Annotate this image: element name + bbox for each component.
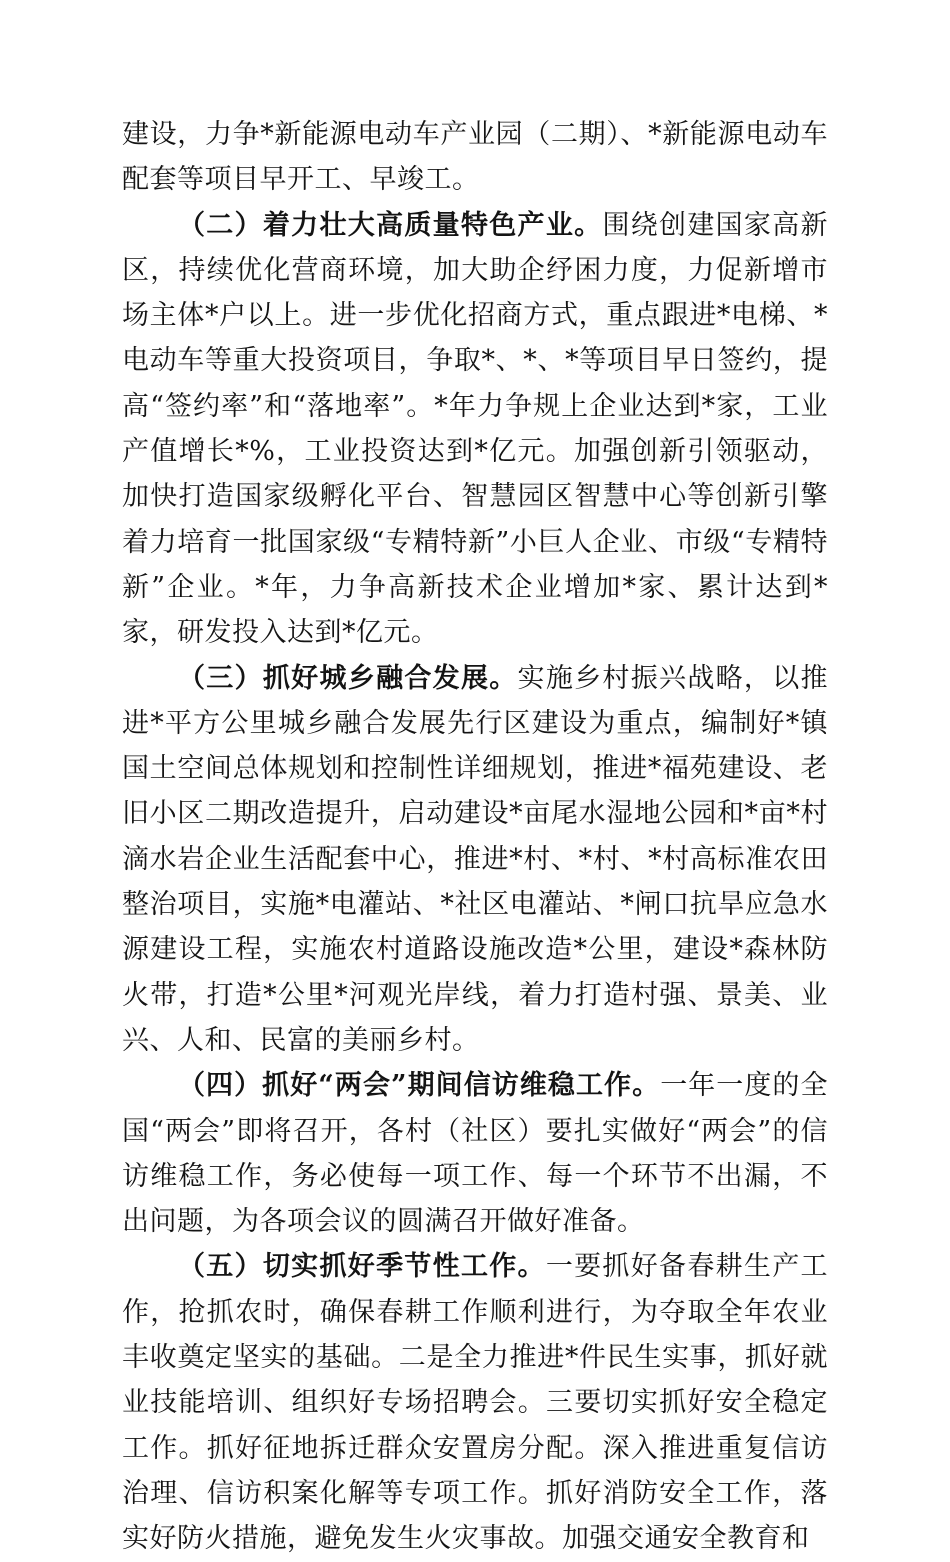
paragraph-section-5: [122, 1244, 828, 1561]
paragraph-text: 一要抓好备春耕生产工作，抢抓农时，确保春耕工作顺利进行，为夺取全年农业丰收奠定坚实的基础。二是全力推进*件民生实事，抓好就业技能培训、组织好专场招聘会。三要切实抓好安全稳定工作。抓好征地拆迁群众安置房分配。深入推进重复信访治理、信访积案化解等专项工作。抓好消防安全工作，落实好防火措施，避免发生火灾事故。加强交通安全教育和: [122, 1251, 829, 1555]
section-heading: （二）着力壮大高质量特色产业。: [178, 209, 603, 241]
paragraph-text: 建设，力争*新能源电动车产业园（二期）、*新能源电动车配套等项目早开工、早竣工。: [122, 119, 828, 196]
paragraph-text: 实施乡村振兴战略，以推进*平方公里城乡融合发展先行区建设为重点，编制好*镇国土空间总体规划和控制性详细规划，推进*福苑建设、老旧小区二期改造提升，启动建设*亩尾水湿地公园和*亩*村滴水岩企业生活配套中心，推进*村、*村、*村高标准农田整治项目，实施*电灌站、*社区电灌站、*闸口抗旱应急水源建设工程，实施农村道路设施改造*公里，建设*森林防火带，打造*公里*河观光岸线，着力打造村强、景美、业兴、人和、民富的美丽乡村。: [122, 662, 829, 1056]
section-heading: （五）切实抓好季节性工作。: [178, 1251, 546, 1283]
paragraph-continuation: [122, 112, 828, 203]
section-heading: （四）抓好“两会”期间信访维稳工作。: [178, 1070, 661, 1102]
paragraph-section-3: [122, 656, 828, 1064]
document-body: [122, 112, 828, 1562]
paragraph-section-2: [122, 203, 828, 656]
paragraph-text: 围绕创建国家高新区，持续优化营商环境，加大助企纾困力度，力促新增市场主体*户以上。进一步优化招商方式，重点跟进*电梯、*电动车等重大投资项目，争取*、*、*等项目早日签约，提高“签约率”和“落地率”。*年力争规上企业达到*家，工业产值增长*%，工业投资达到*亿元。加强创新引领驱动，加快打造国家级孵化平台、智慧园区智慧中心等创新引擎着力培育一批国家级“专精特新”小巨人企业、市级“专精特新”企业。*年，力争高新技术企业增加*家、累计达到*家，研发投入达到*亿元。: [122, 209, 829, 649]
paragraph-section-4: [122, 1063, 828, 1244]
section-heading: （三）抓好城乡融合发展。: [178, 662, 518, 694]
paragraph-text: 一年一度的全国“两会”即将召开，各村（社区）要扎实做好“两会”的信访维稳工作，务必使每一项工作、每一个环节不出漏，不出问题，为各项会议的圆满召开做好准备。: [122, 1070, 828, 1238]
